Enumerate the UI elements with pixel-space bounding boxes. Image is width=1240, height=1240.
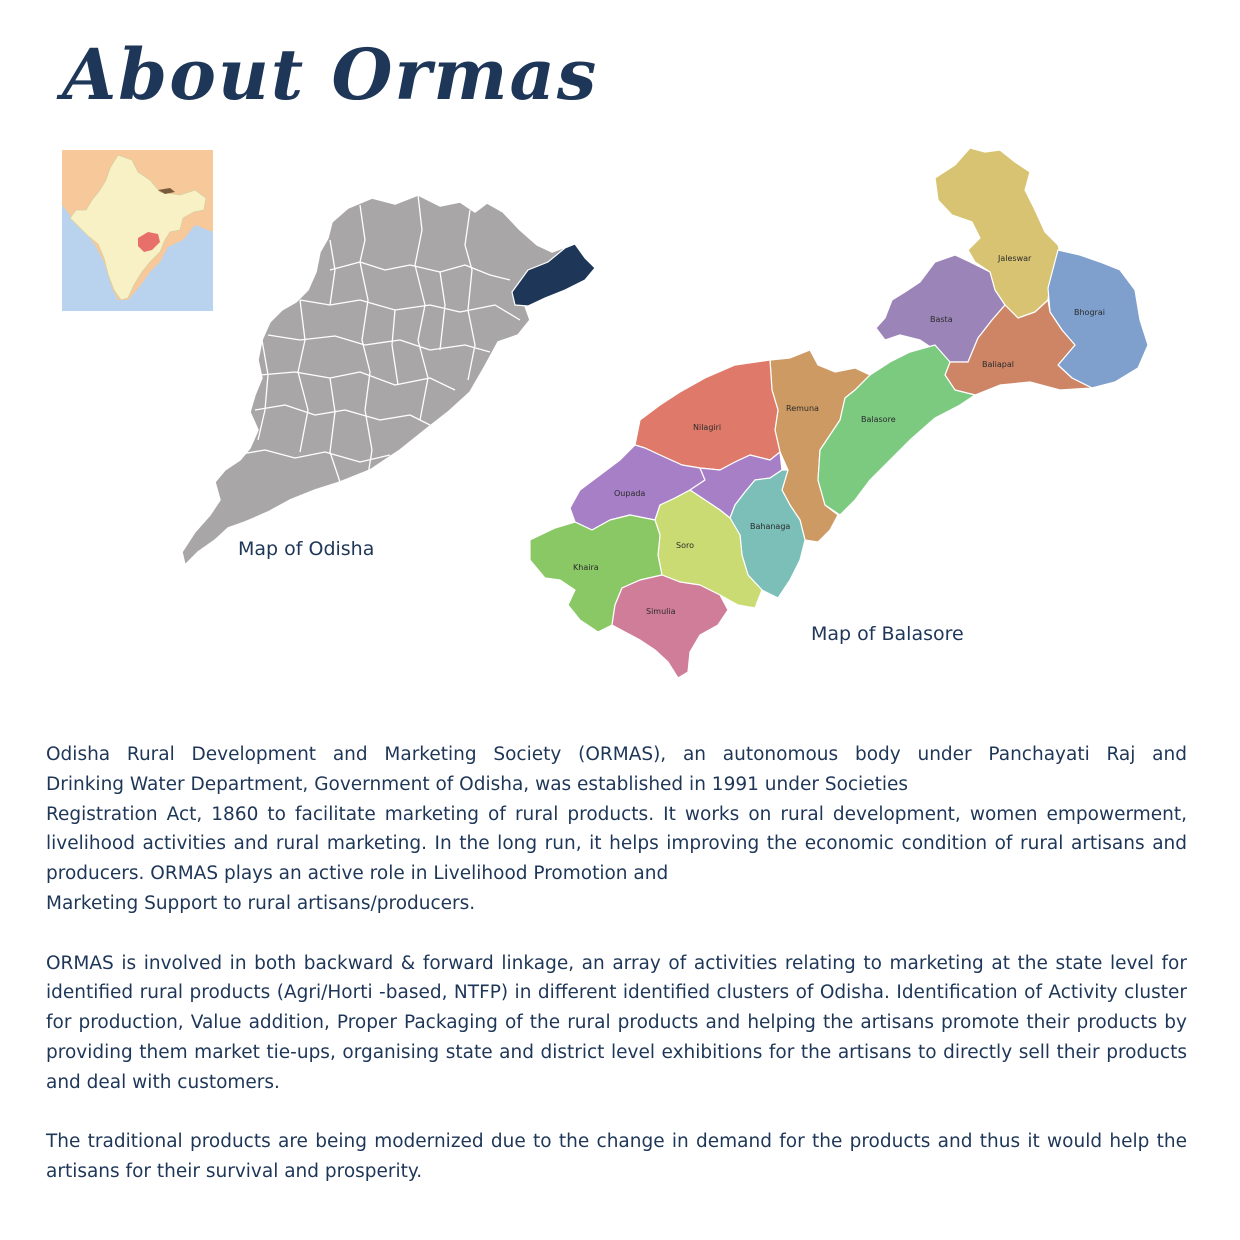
label-basta: Basta [930, 315, 953, 324]
label-baliapal: Baliapal [982, 360, 1014, 369]
paragraph-1-line-3: Registration Act, 1860 to facilitate marketing of rural products. It works on rural development, women empowerment, livelihood activities and rural marketing. In the long run, it helps improving the economic condition of rural artisans and producers. ORMAS plays an active role in Livelihood Promotion and [46, 803, 1187, 885]
paragraph-2: ORMAS is involved in both backward & forward linkage, an array of activities relating to marketing at the state level for identified rural products (Agri/Horti -based, NTFP) in different identified clusters of Odisha. Identification of Activity cluster for production, Value addition, Proper Packaging of the rural products and helping the artisans promote their products by providing them market tie-ups, organising state and district level exhibitions for the artisans to directly sell their products and deal with customers. [46, 952, 1187, 1093]
label-bhograi: Bhograi [1074, 308, 1105, 317]
label-khaira: Khaira [573, 563, 599, 572]
block-simulia [612, 575, 728, 678]
label-jaleswar: Jaleswar [998, 254, 1032, 263]
block-bhograi [1048, 250, 1148, 388]
page-title: About Ormas [62, 33, 599, 116]
paragraph-1-line-4: Marketing Support to rural artisans/producers. [46, 892, 476, 914]
label-soro: Soro [676, 541, 694, 550]
paragraph-1-line-2: Drinking Water Department, Government of Odisha, was established in 1991 under Societies [46, 773, 908, 795]
paragraph-3: The traditional products are being modernized due to the change in demand for the products and thus it would help the artisans for their survival and prosperity. [46, 1131, 1187, 1183]
label-oupada: Oupada [614, 489, 646, 498]
about-body [46, 740, 1187, 1187]
label-bahanaga: Bahanaga [750, 522, 791, 531]
label-nilagiri: Nilagiri [693, 423, 722, 432]
odisha-map-caption: Map of Odisha [238, 538, 375, 560]
balasore-map-caption: Map of Balasore [811, 623, 964, 645]
paragraph-1-line-1: Odisha Rural Development and Marketing Society (ORMAS), an autonomous body under Panchayati Raj and [46, 744, 1187, 765]
odisha-map [182, 195, 595, 565]
india-inset-map [62, 150, 213, 311]
label-simulia: Simulia [646, 607, 676, 616]
balasore-map [530, 148, 1148, 678]
label-remuna: Remuna [786, 404, 819, 413]
label-balasore: Balasore [861, 415, 896, 424]
